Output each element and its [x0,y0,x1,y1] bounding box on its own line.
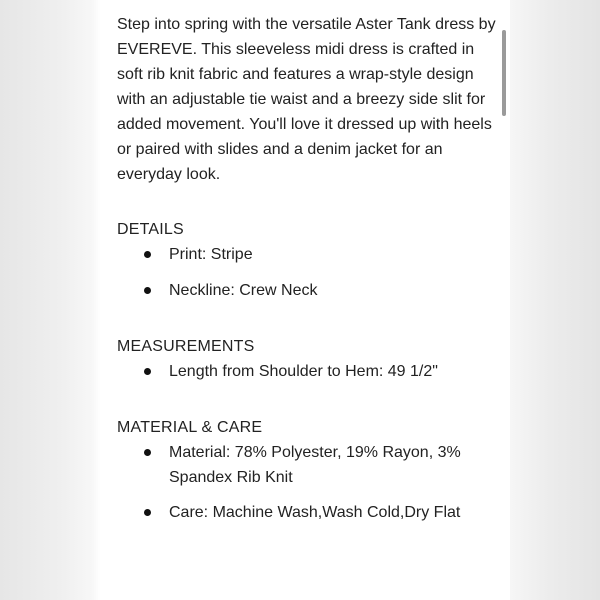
product-description-panel [100,0,500,600]
bullet-icon [144,449,151,456]
right-margin [510,0,600,600]
list-item [117,500,497,525]
bullet-icon [144,287,151,294]
list-item [117,278,497,303]
measurement-length: Length from Shoulder to Hem: 49 1/2" [169,363,438,380]
care-instructions: Care: Machine Wash,Wash Cold,Dry Flat [169,504,461,521]
measurements-list [117,359,497,384]
material-composition: Material: 78% Polyester, 19% Rayon, 3% Spandex Rib Knit [169,444,461,486]
product-description [117,12,497,525]
material-care-heading: MATERIAL & CARE [117,419,263,436]
details-heading: DETAILS [117,221,184,238]
bullet-icon [144,251,151,258]
measurements-heading: MEASUREMENTS [117,338,255,355]
list-item [117,440,497,490]
detail-neckline: Neckline: Crew Neck [169,282,318,299]
intro-paragraph: Step into spring with the versatile Aster Tank dress by EVEREVE. This sleeveless midi dress is crafted in soft rib knit fabric and features a wrap-style design with an adjustable tie waist and a breezy side slit for added movement. You'll love it dressed up with heels or paired with slides and a denim jacket for an everyday look. [117,16,496,183]
material-care-list [117,440,497,525]
bullet-icon [144,368,151,375]
scrollbar-thumb[interactable] [502,30,506,116]
details-list [117,242,497,303]
list-item [117,359,497,384]
bullet-icon [144,509,151,516]
detail-print: Print: Stripe [169,246,253,263]
list-item [117,242,497,267]
